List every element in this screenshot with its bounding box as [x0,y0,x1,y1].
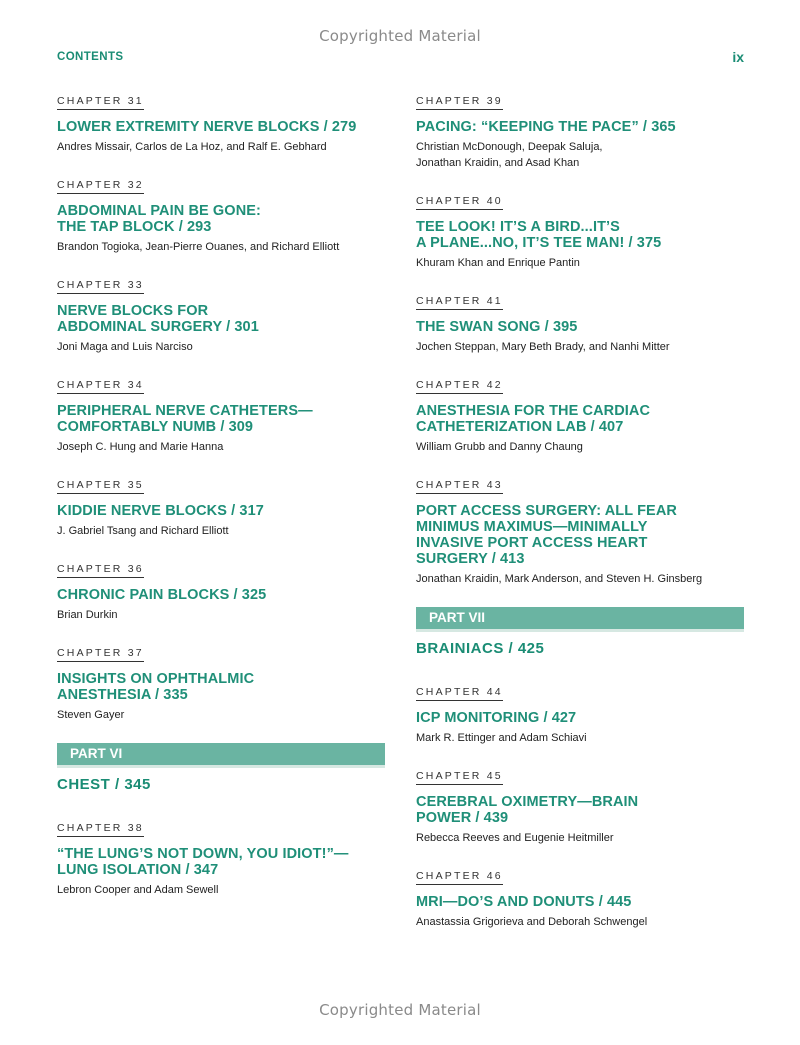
chapter-title: THE SWAN SONG / 395 [416,319,578,335]
chapter-authors: Mark R. Ettinger and Adam Schiavi [416,732,587,744]
chapter-label: CHAPTER 31 [57,95,144,110]
chapter-title: PORT ACCESS SURGERY: ALL FEAR MINIMUS MAXIMUS—MINIMALLY INVASIVE PORT ACCESS HEART SURGERY / 413 [416,503,677,567]
chapter-label: CHAPTER 33 [57,279,144,294]
chapter-authors: J. Gabriel Tsang and Richard Elliott [57,525,229,537]
chapter-authors: Steven Gayer [57,709,125,721]
part-heading [416,607,744,658]
chapter-title: KIDDIE NERVE BLOCKS / 317 [57,503,264,519]
right-column [416,91,744,950]
page-number: ix [732,49,744,65]
toc-entry [416,375,744,455]
part-bar: PART VII [416,607,744,632]
chapter-label: CHAPTER 37 [57,647,144,662]
chapter-authors: Anastassia Grigorieva and Deborah Schwengel [416,916,648,928]
chapter-label: CHAPTER 43 [416,479,503,494]
chapter-title: NERVE BLOCKS FOR ABDOMINAL SURGERY / 301 [57,303,259,335]
chapter-title: ABDOMINAL PAIN BE GONE: THE TAP BLOCK / 293 [57,203,261,235]
chapter-authors: Joseph C. Hung and Marie Hanna [57,441,224,453]
chapter-authors: Brian Durkin [57,609,118,621]
toc-entry [416,866,744,930]
chapter-label: CHAPTER 38 [57,822,144,837]
chapter-label: CHAPTER 45 [416,770,503,785]
chapter-label: CHAPTER 44 [416,686,503,701]
chapter-title: INSIGHTS ON OPHTHALMIC ANESTHESIA / 335 [57,671,255,703]
chapter-title: CHRONIC PAIN BLOCKS / 325 [57,587,267,603]
toc-entry [57,91,385,155]
toc-entry [57,818,385,898]
toc-entry [416,291,744,355]
chapter-title: PACING: “KEEPING THE PACE” / 365 [416,119,676,135]
toc-entry [57,643,385,723]
toc-entry [416,682,744,746]
chapter-title: PERIPHERAL NERVE CATHETERS— COMFORTABLY NUMB / 309 [57,403,313,435]
part-bar: PART VI [57,743,385,768]
copyright-watermark-top: Copyrighted Material [319,27,481,45]
chapter-authors: Rebecca Reeves and Eugenie Heitmiller [416,832,614,844]
chapter-authors: Jochen Steppan, Mary Beth Brady, and Nanhi Mitter [416,341,670,353]
chapter-authors: Jonathan Kraidin, Mark Anderson, and Steven H. Ginsberg [416,573,703,585]
chapter-title: CEREBRAL OXIMETRY—BRAIN POWER / 439 [416,794,639,826]
toc-entry [416,766,744,846]
chapter-authors: William Grubb and Danny Chaung [416,441,583,453]
part-title: CHEST / 345 [57,776,151,793]
toc-entry [416,91,744,171]
toc-entry [57,175,385,255]
chapter-title: ICP MONITORING / 427 [416,710,577,726]
chapter-label: CHAPTER 36 [57,563,144,578]
chapter-title: “THE LUNG’S NOT DOWN, YOU IDIOT!”— LUNG ISOLATION / 347 [57,846,349,878]
chapter-label: CHAPTER 42 [416,379,503,394]
chapter-title: TEE LOOK! IT’S A BIRD...IT’S A PLANE...NO, IT’S TEE MAN! / 375 [416,219,662,251]
toc-entry [57,275,385,355]
chapter-authors: Brandon Togioka, Jean-Pierre Ouanes, and Richard Elliott [57,241,340,253]
toc-entry [416,475,744,587]
toc-entry [57,559,385,623]
chapter-authors: Lebron Cooper and Adam Sewell [57,884,219,896]
part-heading [57,743,385,794]
chapter-title: ANESTHESIA FOR THE CARDIAC CATHETERIZATION LAB / 407 [416,403,651,435]
chapter-label: CHAPTER 39 [416,95,503,110]
toc-entry [57,375,385,455]
chapter-title: MRI—DO’S AND DONUTS / 445 [416,894,632,910]
running-head: CONTENTS [57,51,124,63]
part-title: BRAINIACS / 425 [416,640,545,657]
chapter-authors: Christian McDonough, Deepak Saluja, Jonathan Kraidin, and Asad Khan [416,141,603,169]
toc-entry [416,191,744,271]
chapter-label: CHAPTER 46 [416,870,503,885]
left-column [57,91,385,918]
chapter-label: CHAPTER 32 [57,179,144,194]
chapter-label: CHAPTER 40 [416,195,503,210]
chapter-authors: Andres Missair, Carlos de La Hoz, and Ralf E. Gebhard [57,141,327,153]
toc-entry [57,475,385,539]
chapter-authors: Khuram Khan and Enrique Pantin [416,257,580,269]
copyright-watermark-bottom: Copyrighted Material [319,1001,481,1019]
chapter-authors: Joni Maga and Luis Narciso [57,341,193,353]
chapter-title: LOWER EXTREMITY NERVE BLOCKS / 279 [57,119,357,135]
chapter-label: CHAPTER 35 [57,479,144,494]
chapter-label: CHAPTER 34 [57,379,144,394]
chapter-label: CHAPTER 41 [416,295,503,310]
